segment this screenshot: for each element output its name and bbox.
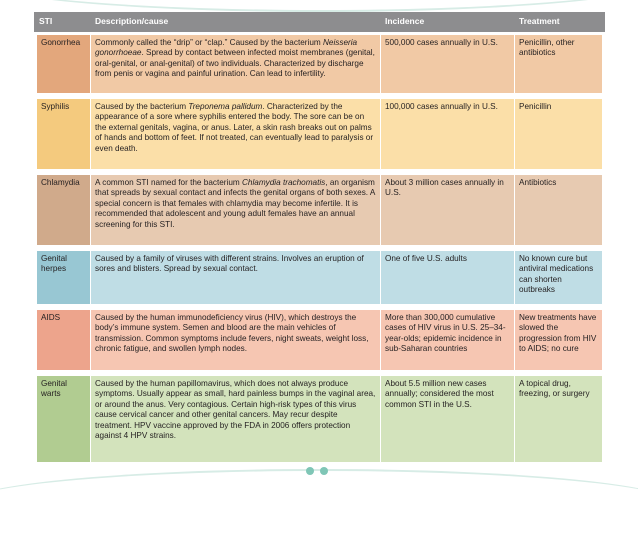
incidence-cell: 500,000 cases annually in U.S. [381,35,514,93]
sti-name-cell: Genital warts [37,376,90,462]
header-sti: STI [39,16,53,26]
sti-name-cell: Gonorrhea [37,35,90,93]
treatment-cell: Antibiotics [515,175,602,245]
treatment-cell: Penicillin, other antibiotics [515,35,602,93]
top-arc [0,0,638,12]
table-row [34,373,605,465]
description-cell: A common STI named for the bacterium Chlamydia trachomatis, an organism that spreads by sexual contact and infects the genital organs of both sexes. A special concern is that females with chlamydia may become infertile. It is recommended that adolescent and young adult females have an annual screening for this STI. [91,175,380,245]
description-cell: Caused by the bacterium Treponema pallidum. Characterized by the appearance of a sore where syphilis entered the body. The sore can be on the external genitals, vagina, or anus. Later, a skin rash breaks out on palms of hands and bottom of feet. If not treated, can eventually lead to paralysis or even death. [91,99,380,169]
treatment-cell: New treatments have slowed the progression from HIV to AIDS; no cure [515,310,602,370]
sti-name-cell: AIDS [37,310,90,370]
incidence-cell: One of five U.S. adults [381,251,514,304]
incidence-cell: About 3 million cases annually in U.S. [381,175,514,245]
treatment-cell: A topical drug, freezing, or surgery [515,376,602,462]
table-row [34,32,605,96]
description-cell: Caused by the human papillomavirus, which does not always produce symptoms. Usually appear as small, hard painless bumps in the vaginal area, or around the anus. Very contagious. Certain high-risk types of this virus cause cervical cancer and other genital cancers. May recur despite treatment. HPV vaccine approved by the FDA in 2006 offers protection against 4 HPV strains. [91,376,380,462]
table-row [34,307,605,373]
sti-name-cell: Syphilis [37,99,90,169]
sti-name-cell: Genital herpes [37,251,90,304]
header-incidence: Incidence [385,16,425,26]
bottom-decoration [0,465,638,479]
sti-table [34,12,605,465]
description-cell: Caused by the human immunodeficiency virus (HIV), which destroys the body’s immune system. Semen and blood are the main vehicles of transmission. Common symptoms include fevers, night sweats, weight loss, chronic fatigue, and swollen lymph nodes. [91,310,380,370]
header-treatment: Treatment [519,16,560,26]
header-description: Description/cause [95,16,169,26]
treatment-cell: Penicillin [515,99,602,169]
incidence-cell: More than 300,000 cumulative cases of HIV virus in U.S. 25–34-year-olds; epidemic incidence in sub-Saharan countries [381,310,514,370]
description-cell: Commonly called the “drip” or “clap.” Caused by the bacterium Neisseria gonorrhoeae. Spread by contact between infected moist membranes (genital, oral-genital, or anal-genital) of two individuals. Characterized by discharge from penis or vagina and painful urination. Can lead to infertility. [91,35,380,93]
accent-dot [306,467,314,475]
table-row [34,172,605,248]
incidence-cell: 100,000 cases annually in U.S. [381,99,514,169]
description-cell: Caused by a family of viruses with different strains. Involves an eruption of sores and blisters. Spread by sexual contact. [91,251,380,304]
table-header [34,12,605,32]
incidence-cell: About 5.5 million new cases annually; considered the most common STI in the U.S. [381,376,514,462]
bottom-arc [0,469,638,541]
sti-name-cell: Chlamydia [37,175,90,245]
table-row [34,96,605,172]
accent-dot [320,467,328,475]
table-row [34,248,605,307]
treatment-cell: No known cure but antiviral medications can shorten outbreaks [515,251,602,304]
